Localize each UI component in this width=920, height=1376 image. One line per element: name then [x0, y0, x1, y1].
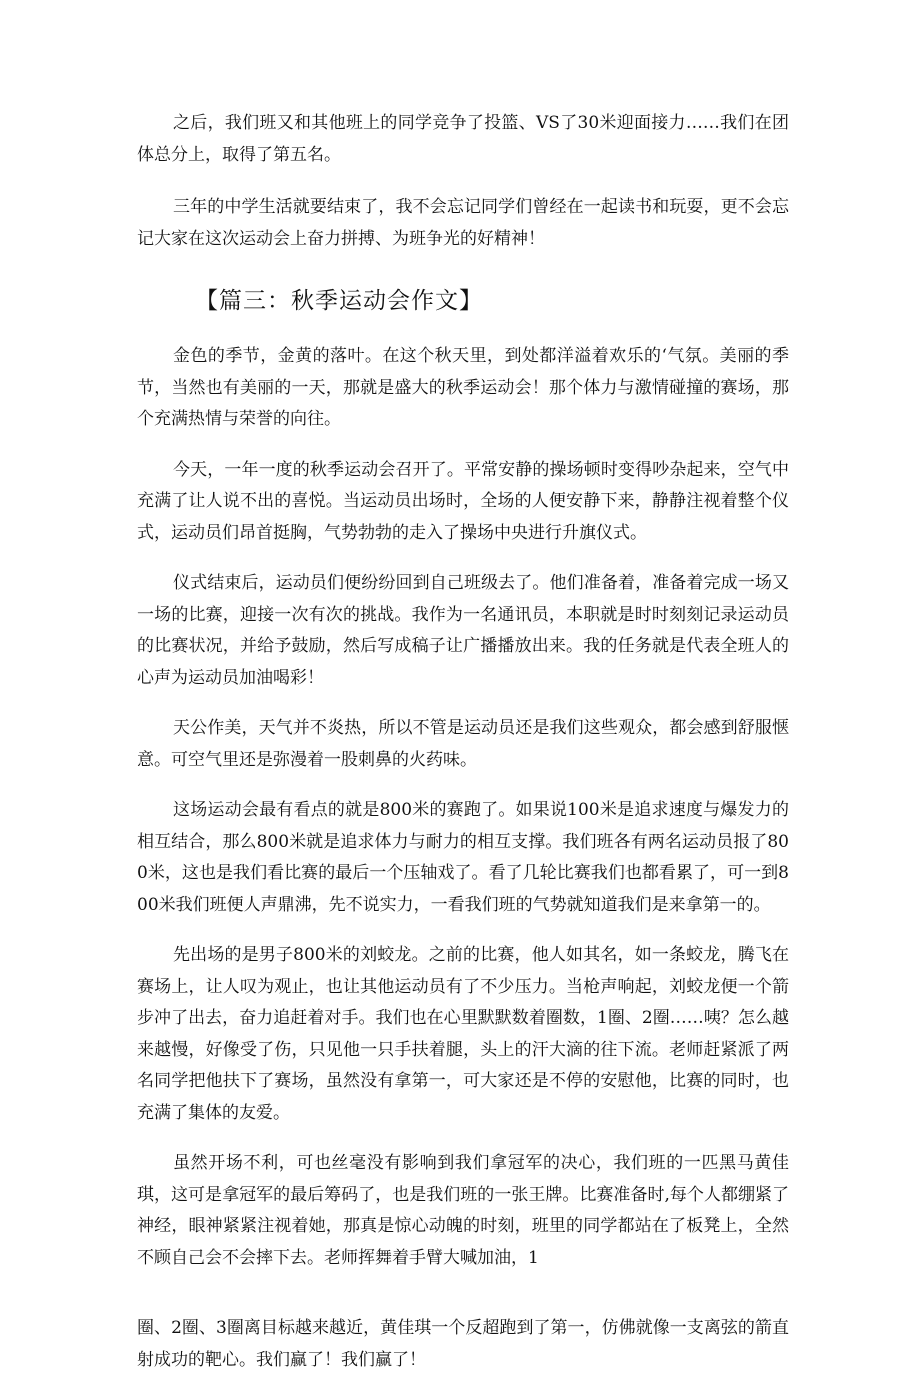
paragraph: 金色的季节，金黄的落叶。在这个秋天里，到处都洋溢着欢乐的‘气氛。美丽的季节，当然也有美丽的一天，那就是盛大的秋季运动会！那个体力与激情碰撞的赛场，那个充满热情与荣誉的向往。: [137, 346, 789, 429]
document-body: [137, 108, 789, 1376]
paragraph: 三年的中学生活就要结束了，我不会忘记同学们曾经在一起读书和玩耍，更不会忘记大家在这次运动会上奋力拼搏、为班争光的好精神！: [137, 197, 789, 249]
paragraph: 先出场的是男子800米的刘蛟龙。之前的比赛，他人如其名，如一条蛟龙，腾飞在赛场上，让人叹为观止，也让其他运动员有了不少压力。当枪声响起，刘蛟龙便一个箭步冲了出去，奋力追赶着对手。我们也在心里默默数着圈数，1圈、2圈……咦？怎么越来越慢，好像受了伤，只见他一只手扶着腿，头上的汗大滴的往下流。老师赶紧派了两名同学把他扶下了赛场，虽然没有拿第一，可大家还是不停的安慰他，比赛的同时，也充满了集体的友爱。: [137, 945, 789, 1123]
paragraph-continued: 圈、2圈、3圈离目标越来越近，黄佳琪一个反超跑到了第一，仿佛就像一支离弦的箭直射成功的靶心。我们赢了！我们赢了！: [137, 1318, 789, 1370]
paragraph: 仪式结束后，运动员们便纷纷回到自己班级去了。他们准备着，准备着完成一场又一场的比赛，迎接一次有次的挑战。我作为一名通讯员，本职就是时时刻刻记录运动员的比赛状况，并给予鼓励，然后写成稿子让广播播放出来。我的任务就是代表全班人的心声为运动员加油喝彩！: [137, 573, 789, 688]
paragraph: 天公作美，天气并不炎热，所以不管是运动员还是我们这些观众，都会感到舒服惬意。可空气里还是弥漫着一股刺鼻的火药味。: [137, 718, 789, 770]
section-heading: 【篇三：秋季运动会作文】: [195, 288, 483, 314]
paragraph: 虽然开场不利，可也丝毫没有影响到我们拿冠军的决心，我们班的一匹黑马黄佳琪，这可是拿冠军的最后筹码了，也是我们班的一张王牌。比赛准备时,每个人都绷紧了神经，眼神紧紧注视着她，那真是惊心动魄的时刻，班里的同学都站在了板凳上，全然不顾自己会不会摔下去。老师挥舞着手臂大喊加油，1: [137, 1153, 789, 1268]
paragraph: 之后，我们班又和其他班上的同学竞争了投篮、VS了30米迎面接力……我们在团体总分上，取得了第五名。: [137, 113, 789, 165]
paragraph: 今天，一年一度的秋季运动会召开了。平常安静的操场顿时变得吵杂起来，空气中充满了让人说不出的喜悦。当运动员出场时，全场的人便安静下来，静静注视着整个仪式，运动员们昂首挺胸，气势勃勃的走入了操场中央进行升旗仪式。: [137, 459, 789, 543]
paragraph: 这场运动会最有看点的就是800米的赛跑了。如果说100米是追求速度与爆发力的相互结合，那么800米就是追求体力与耐力的相互支撑。我们班各有两名运动员报了800米，这也是我们看比赛的最后一个压轴戏了。看了几轮比赛我们也都看累了，可一到800米我们班便人声鼎沸，先不说实力，一看我们班的气势就知道我们是来拿第一的。: [137, 800, 789, 915]
